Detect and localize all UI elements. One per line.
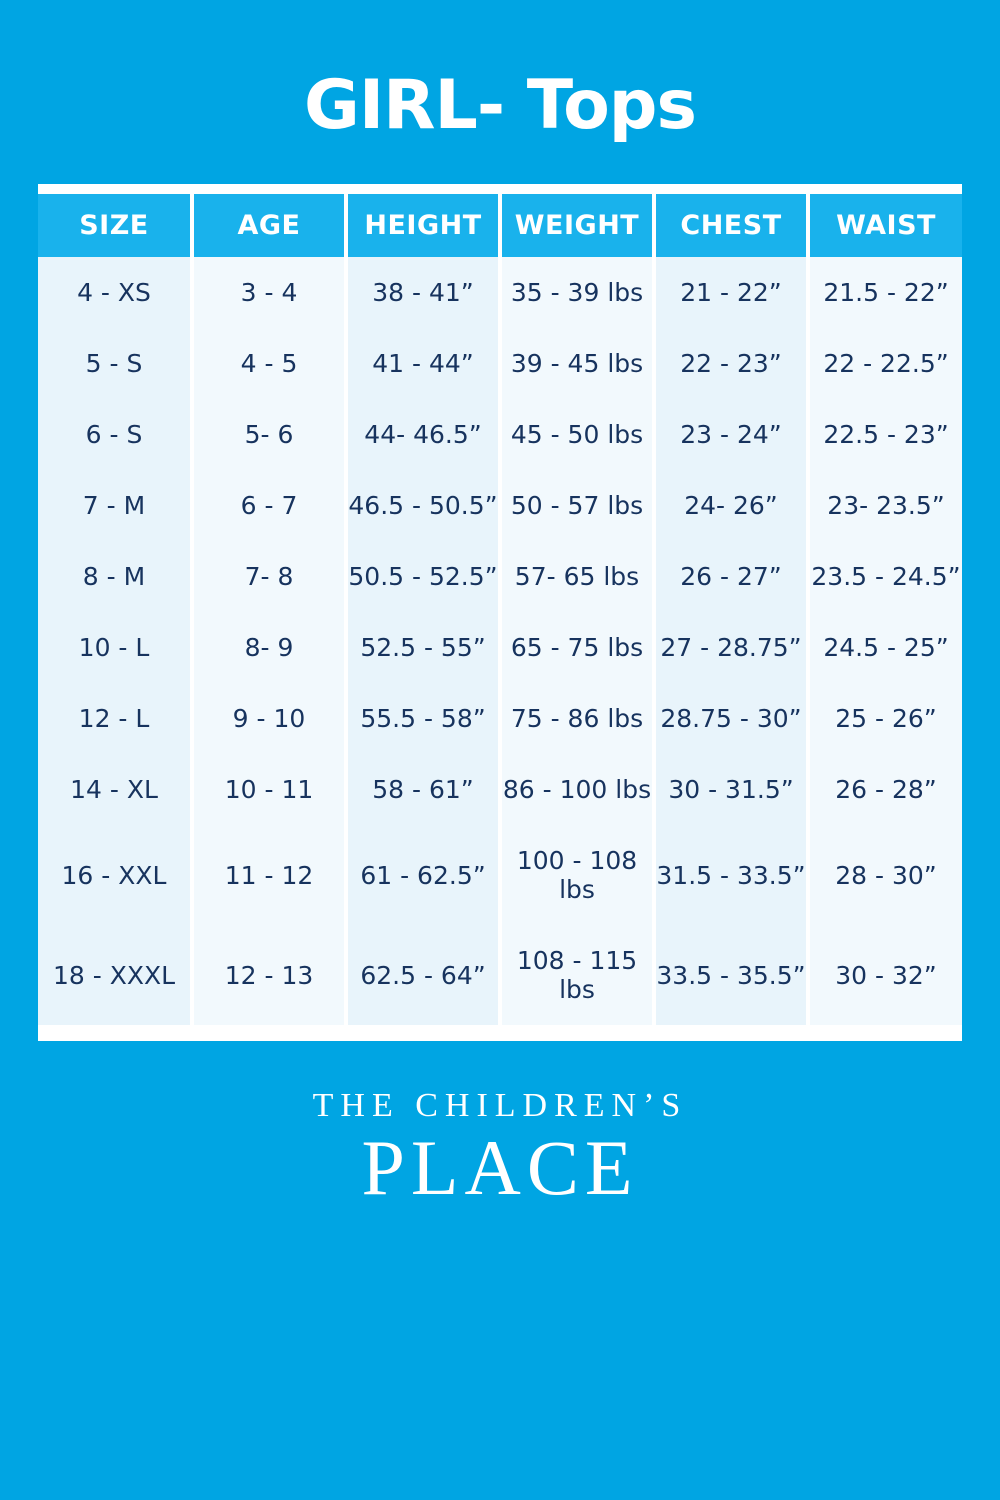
brand-line-2: PLACE [361, 1124, 639, 1211]
table-row [38, 683, 962, 754]
cell-chest: 23 - 24” [654, 399, 808, 470]
cell-chest: 22 - 23” [654, 328, 808, 399]
cell-size: 5 - S [38, 328, 192, 399]
cell-weight: 35 - 39 lbs [500, 257, 654, 328]
cell-weight: 86 - 100 lbs [500, 754, 654, 825]
cell-waist: 30 - 32” [808, 925, 962, 1025]
cell-chest: 28.75 - 30” [654, 683, 808, 754]
table-row [38, 470, 962, 541]
table-header-row [38, 194, 962, 257]
size-table-container [38, 184, 962, 1041]
cell-size: 10 - L [38, 612, 192, 683]
cell-waist: 23.5 - 24.5” [808, 541, 962, 612]
cell-weight: 45 - 50 lbs [500, 399, 654, 470]
cell-waist: 21.5 - 22” [808, 257, 962, 328]
cell-height: 61 - 62.5” [346, 825, 500, 925]
cell-size: 16 - XXL [38, 825, 192, 925]
cell-size: 4 - XS [38, 257, 192, 328]
cell-weight: 57- 65 lbs [500, 541, 654, 612]
size-table [38, 194, 962, 1025]
cell-age: 4 - 5 [192, 328, 346, 399]
column-header-height: HEIGHT [346, 194, 500, 257]
cell-age: 11 - 12 [192, 825, 346, 925]
cell-weight: 108 - 115 lbs [500, 925, 654, 1025]
cell-height: 38 - 41” [346, 257, 500, 328]
cell-size: 12 - L [38, 683, 192, 754]
cell-waist: 25 - 26” [808, 683, 962, 754]
cell-size: 8 - M [38, 541, 192, 612]
cell-size: 18 - XXXL [38, 925, 192, 1025]
cell-chest: 33.5 - 35.5” [654, 925, 808, 1025]
cell-height: 52.5 - 55” [346, 612, 500, 683]
column-header-chest: CHEST [654, 194, 808, 257]
cell-chest: 27 - 28.75” [654, 612, 808, 683]
cell-size: 7 - M [38, 470, 192, 541]
cell-chest: 21 - 22” [654, 257, 808, 328]
table-row [38, 825, 962, 925]
cell-weight: 75 - 86 lbs [500, 683, 654, 754]
cell-chest: 30 - 31.5” [654, 754, 808, 825]
table-row [38, 257, 962, 328]
cell-waist: 22 - 22.5” [808, 328, 962, 399]
table-row [38, 925, 962, 1025]
cell-weight: 100 - 108 lbs [500, 825, 654, 925]
cell-waist: 26 - 28” [808, 754, 962, 825]
cell-height: 62.5 - 64” [346, 925, 500, 1025]
column-header-age: AGE [192, 194, 346, 257]
cell-chest: 26 - 27” [654, 541, 808, 612]
cell-height: 44- 46.5” [346, 399, 500, 470]
column-header-weight: WEIGHT [500, 194, 654, 257]
cell-age: 3 - 4 [192, 257, 346, 328]
cell-weight: 39 - 45 lbs [500, 328, 654, 399]
brand-logo [0, 1087, 1000, 1209]
cell-age: 6 - 7 [192, 470, 346, 541]
table-bottom-padding [38, 1025, 962, 1041]
cell-waist: 28 - 30” [808, 825, 962, 925]
column-header-waist: WAIST [808, 194, 962, 257]
cell-age: 9 - 10 [192, 683, 346, 754]
cell-height: 55.5 - 58” [346, 683, 500, 754]
cell-age: 7- 8 [192, 541, 346, 612]
cell-size: 6 - S [38, 399, 192, 470]
cell-height: 41 - 44” [346, 328, 500, 399]
cell-age: 8- 9 [192, 612, 346, 683]
cell-waist: 24.5 - 25” [808, 612, 962, 683]
table-row [38, 328, 962, 399]
table-row [38, 754, 962, 825]
page-title: GIRL- Tops [304, 66, 696, 145]
cell-height: 58 - 61” [346, 754, 500, 825]
brand-line-1: THE CHILDREN’S [312, 1087, 688, 1124]
cell-chest: 31.5 - 33.5” [654, 825, 808, 925]
table-row [38, 399, 962, 470]
cell-age: 5- 6 [192, 399, 346, 470]
cell-age: 12 - 13 [192, 925, 346, 1025]
cell-age: 10 - 11 [192, 754, 346, 825]
cell-waist: 23- 23.5” [808, 470, 962, 541]
column-header-size: SIZE [38, 194, 192, 257]
cell-chest: 24- 26” [654, 470, 808, 541]
cell-weight: 65 - 75 lbs [500, 612, 654, 683]
table-row [38, 541, 962, 612]
cell-height: 46.5 - 50.5” [346, 470, 500, 541]
table-body [38, 257, 962, 1025]
table-row [38, 612, 962, 683]
cell-size: 14 - XL [38, 754, 192, 825]
table-header [38, 194, 962, 257]
cell-waist: 22.5 - 23” [808, 399, 962, 470]
cell-weight: 50 - 57 lbs [500, 470, 654, 541]
cell-height: 50.5 - 52.5” [346, 541, 500, 612]
